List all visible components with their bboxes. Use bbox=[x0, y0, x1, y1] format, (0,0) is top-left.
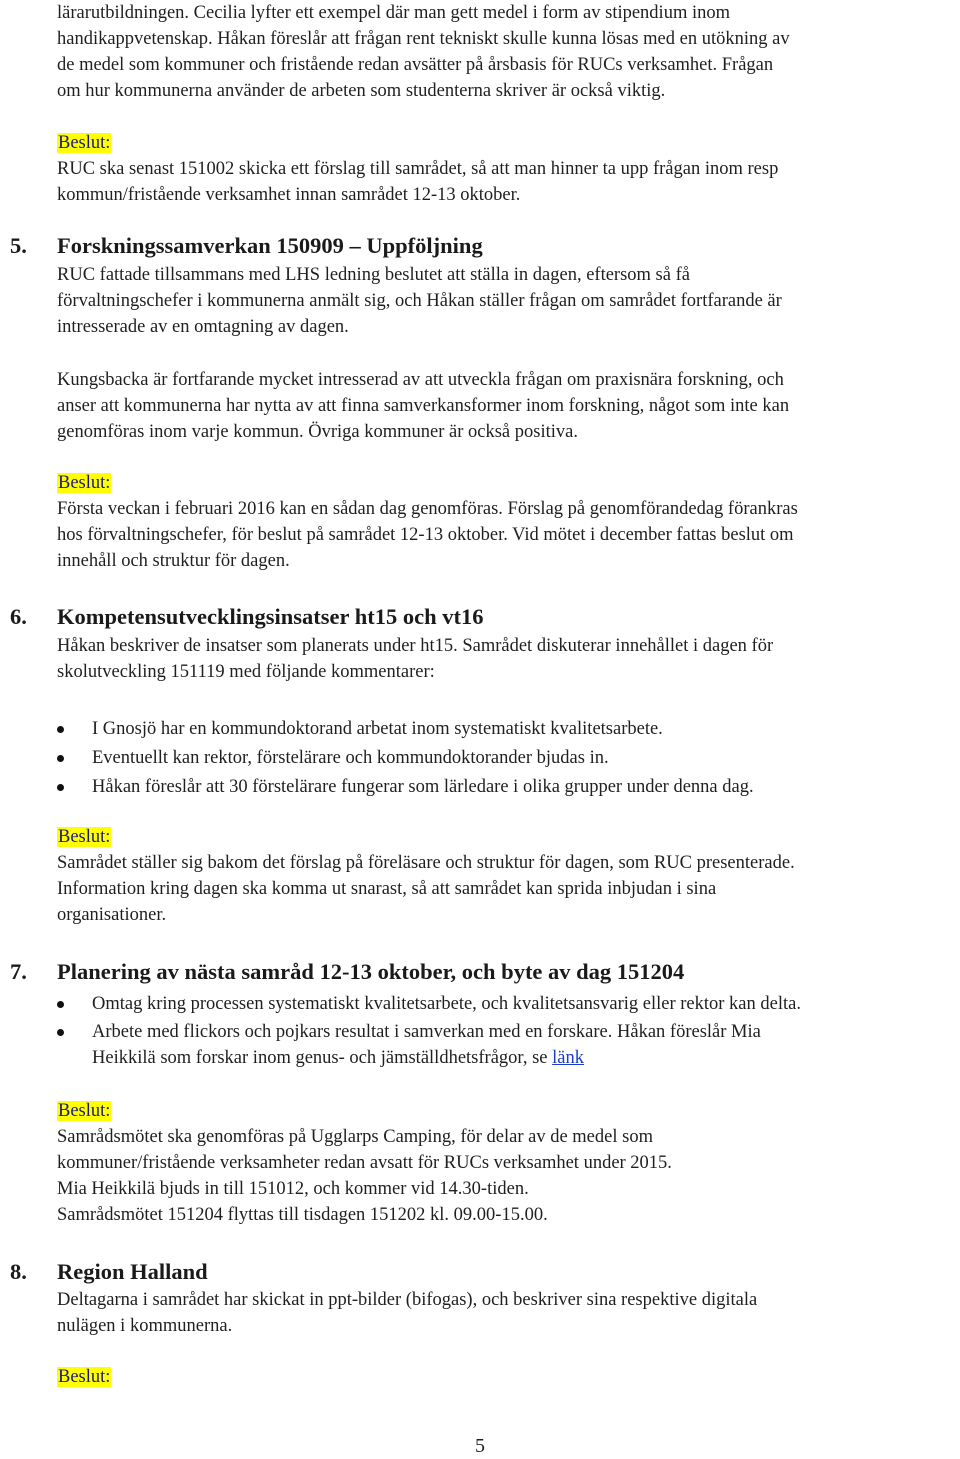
decision-label: Beslut: bbox=[58, 827, 111, 847]
decision-label: Beslut: bbox=[58, 473, 111, 493]
paragraph-line: RUC fattade tillsammans med LHS ledning beslutet att ställa in dagen, eftersom så få bbox=[57, 265, 690, 285]
decision-line: kommun/fristående verksamhet innan samrådet 12-13 oktober. bbox=[57, 185, 521, 205]
list-item: Arbete med flickors och pojkars resultat i samverkan med en forskare. Håkan föreslår Mia Heikkilä som forskar inom genus- och jämställdhetsfrågor, se länk bbox=[57, 1019, 952, 1071]
link-lank[interactable]: länk bbox=[552, 1048, 584, 1068]
bullet-list bbox=[57, 716, 952, 800]
decision-line: Information kring dagen ska komma ut snarast, så att samrådet kan sprida inbjudan i sina bbox=[57, 879, 717, 899]
decision-line: innehåll och struktur för dagen. bbox=[57, 551, 290, 571]
decision-block bbox=[57, 470, 952, 574]
bullet-list bbox=[57, 991, 952, 1071]
section-title: Planering av nästa samråd 12-13 oktober, och byte av dag 151204 bbox=[57, 959, 685, 984]
list-item: Håkan föreslår att 30 förstelärare fungerar som lärledare i olika grupper under denna dag. bbox=[57, 774, 952, 800]
decision-block bbox=[57, 1098, 952, 1228]
bullet-icon bbox=[57, 755, 64, 762]
list-item: Omtag kring processen systematiskt kvalitetsarbete, och kvalitetsansvarig eller rektor kan delta. bbox=[57, 991, 952, 1017]
decision-block bbox=[57, 1364, 952, 1390]
list-item: Eventuellt kan rektor, förstelärare och kommundoktorander bjudas in. bbox=[57, 745, 952, 771]
list-item: I Gnosjö har en kommundoktorand arbetat inom systematiskt kvalitetsarbete. bbox=[57, 716, 952, 742]
section-title: Forskningssamverkan 150909 – Uppföljning bbox=[57, 233, 483, 258]
page-number: 5 bbox=[475, 1435, 485, 1457]
section-title: Region Halland bbox=[57, 1259, 208, 1284]
paragraph bbox=[57, 367, 952, 445]
decision-line: hos förvaltningschefer, för beslut på samrådet 12-13 oktober. Vid mötet i december fattas beslut om bbox=[57, 525, 794, 545]
bullet-icon bbox=[57, 1029, 64, 1036]
decision-label: Beslut: bbox=[58, 133, 111, 153]
decision-line: organisationer. bbox=[57, 905, 167, 925]
decision-line: Samrådsmötet ska genomföras på Ugglarps Camping, för delar av de medel som bbox=[57, 1127, 653, 1147]
decision-line: Mia Heikkilä bjuds in till 151012, och kommer vid 14.30-tiden. bbox=[57, 1179, 529, 1199]
section-number: 6. bbox=[10, 604, 27, 629]
paragraph-line: Kungsbacka är fortfarande mycket intresserad av att utveckla frågan om praxisnära forskning, och bbox=[57, 370, 784, 390]
paragraph bbox=[57, 633, 952, 685]
decision-line: Samrådsmötet 151204 flyttas till tisdagen 151202 kl. 09.00-15.00. bbox=[57, 1205, 548, 1225]
decision-block bbox=[57, 130, 952, 208]
paragraph-line: förvaltningschefer i kommunerna anmält sig, och Håkan ställer frågan om samrådet fortfarande är bbox=[57, 291, 782, 311]
section-number: 7. bbox=[10, 959, 27, 984]
intro-line: de medel som kommuner och fristående redan avsätter på årsbasis för RUCs verksamhet. Frågan bbox=[57, 55, 774, 75]
decision-label: Beslut: bbox=[58, 1367, 111, 1387]
bullet-icon bbox=[57, 784, 64, 791]
section-number: 8. bbox=[10, 1259, 27, 1284]
decision-block bbox=[57, 824, 952, 928]
paragraph-line: nulägen i kommunerna. bbox=[57, 1316, 233, 1336]
paragraph bbox=[57, 1287, 952, 1339]
intro-line: om hur kommunerna använder de arbeten som studenterna skriver är också viktig. bbox=[57, 81, 666, 101]
paragraph-line: anser att kommunerna har nytta av att finna samverkansformer inom forskning, något som inte kan bbox=[57, 396, 790, 416]
decision-line: Samrådet ställer sig bakom det förslag på föreläsare och struktur för dagen, som RUC presenterade. bbox=[57, 853, 795, 873]
intro-line: lärarutbildningen. Cecilia lyfter ett exempel där man gett medel i form av stipendium inom bbox=[57, 3, 730, 23]
intro-line: handikappvetenskap. Håkan föreslår att frågan rent tekniskt skulle kunna lösas med en utökning av bbox=[57, 29, 790, 49]
section-number: 5. bbox=[10, 233, 27, 258]
bullet-icon bbox=[57, 1001, 64, 1008]
paragraph bbox=[57, 262, 952, 340]
paragraph-line: intresserade av en omtagning av dagen. bbox=[57, 317, 349, 337]
section-title: Kompetensutvecklingsinsatser ht15 och vt16 bbox=[57, 604, 484, 629]
decision-label: Beslut: bbox=[58, 1101, 111, 1121]
bullet-icon bbox=[57, 726, 64, 733]
paragraph-line: genomföras inom varje kommun. Övriga kommuner är också positiva. bbox=[57, 422, 578, 442]
decision-line: RUC ska senast 151002 skicka ett förslag till samrådet, så att man hinner ta upp frågan inom resp bbox=[57, 159, 779, 179]
decision-line: Första veckan i februari 2016 kan en sådan dag genomföras. Förslag på genomförandedag förankras bbox=[57, 499, 798, 519]
decision-line: kommuner/fristående verksamheter redan avsatt för RUCs verksamhet under 2015. bbox=[57, 1153, 672, 1173]
intro-paragraph bbox=[57, 0, 952, 104]
paragraph-line: Deltagarna i samrådet har skickat in ppt-bilder (bifogas), och beskriver sina respektive digitala bbox=[57, 1290, 758, 1310]
paragraph-line: Håkan beskriver de insatser som planerats under ht15. Samrådet diskuterar innehållet i dagen för bbox=[57, 636, 774, 656]
paragraph-line: skolutveckling 151119 med följande kommentarer: bbox=[57, 662, 435, 682]
